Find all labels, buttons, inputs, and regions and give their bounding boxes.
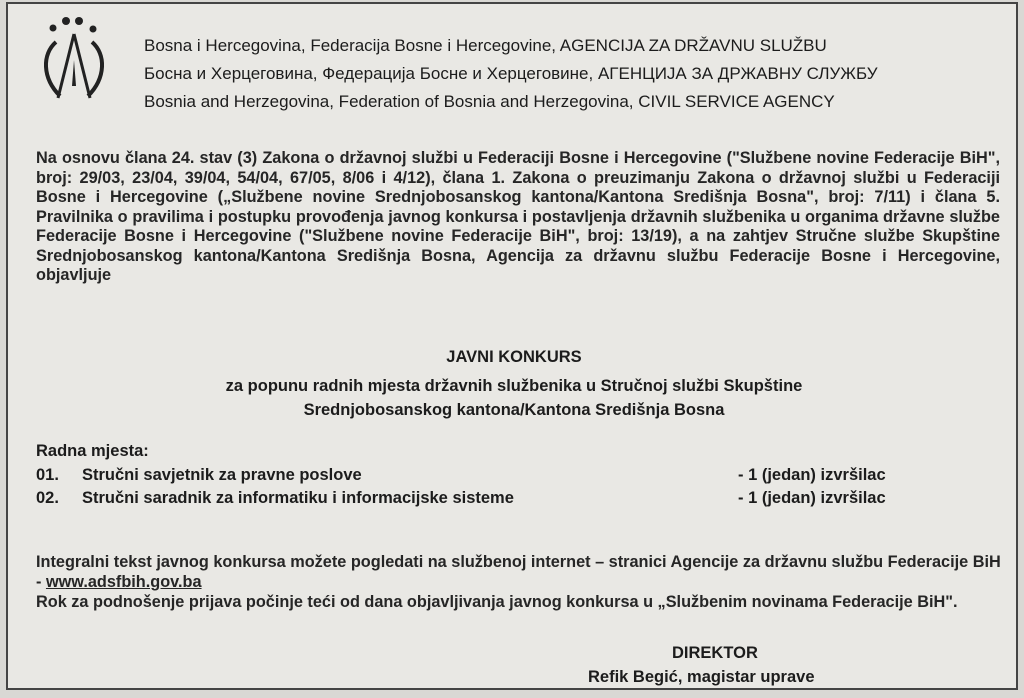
position-row <box>36 466 976 485</box>
konkurs-title: JAVNI KONKURS <box>446 348 582 366</box>
footer-text <box>36 552 1006 612</box>
position-name: Stručni saradnik za informatiku i informacijske sisteme <box>82 489 514 507</box>
positions-heading: Radna mjesta: <box>36 442 149 460</box>
konkurs-subtitle-1: za popunu radnih mjesta državnih službenika u Stručnoj službi Skupštine <box>225 377 803 395</box>
agency-website-link[interactable]: www.adsfbih.gov.ba <box>45 573 202 591</box>
position-count: - 1 (jedan) izvršilac <box>738 489 886 507</box>
agency-logo-icon <box>34 14 114 106</box>
footer-text-2: Rok za podnošenje prijava počinje teći od dana objavljivanja javnog konkursa u „Službenim novinama Federacije BiH". <box>36 593 958 611</box>
header-line-english: Bosnia and Herzegovina, Federation of Bosnia and Herzegovina, CIVIL SERVICE AGENCY <box>144 92 835 111</box>
header-line-latin: Bosna i Hercegovina, Federacija Bosne i Hercegovine, AGENCIJA ZA DRŽAVNU SLUŽBU <box>144 36 827 55</box>
agency-header <box>144 32 878 116</box>
position-number: 02. <box>36 489 59 507</box>
header-line-cyrillic: Босна и Херцеговина, Федерација Босне и Херцеговине, АГЕНЦИЈА ЗА ДРЖАВНУ СЛУЖБУ <box>144 64 878 83</box>
intro-paragraph: Na osnovu člana 24. stav (3) Zakona o državnoj službi u Federaciji Bosne i Hercegovine ("Službene novine Federacije BiH", broj: 29/03, 23/04, 39/04, 54/04, 67/05, 8/06 i 4/12), člana 1. Zakona o preuzimanju Zakona o državnoj službi u Federaciji Bosne i Hercegovine („Službene novine Srednjobosanskog kantona/Kantona Središnja Bosna", broj: 7/11) i člana 5. Pravilnika o pravilima i postupku provođenja javnog konkursa i postavljenja državnih službenika u organima državne službe Federacije Bosne i Hercegovine ("Službene novine Federacije BiH", broj: 13/19), a na zahtjev Stručne službe Skupštine Srednjobosanskog kantona/Kantona Središnja Bosna, Agencija za državnu službu Federacije Bosne i Hercegovine, objavljuje <box>36 149 1000 284</box>
position-name: Stručni savjetnik za pravne poslove <box>82 466 362 484</box>
signature-name: Refik Begić, magistar uprave <box>588 668 815 686</box>
position-row <box>36 489 976 508</box>
footer-text-1: Integralni tekst javnog konkursa možete pogledati na službenoj internet – stranici Agencije za državnu službu Federacije BiH - <box>36 553 1001 591</box>
announcement-page <box>6 2 1018 690</box>
signature-role: DIREKTOR <box>672 644 758 662</box>
position-number: 01. <box>36 466 59 484</box>
position-count: - 1 (jedan) izvršilac <box>738 466 886 484</box>
konkurs-subtitle-2: Srednjobosanskog kantona/Kantona Središnja Bosna <box>303 401 725 419</box>
